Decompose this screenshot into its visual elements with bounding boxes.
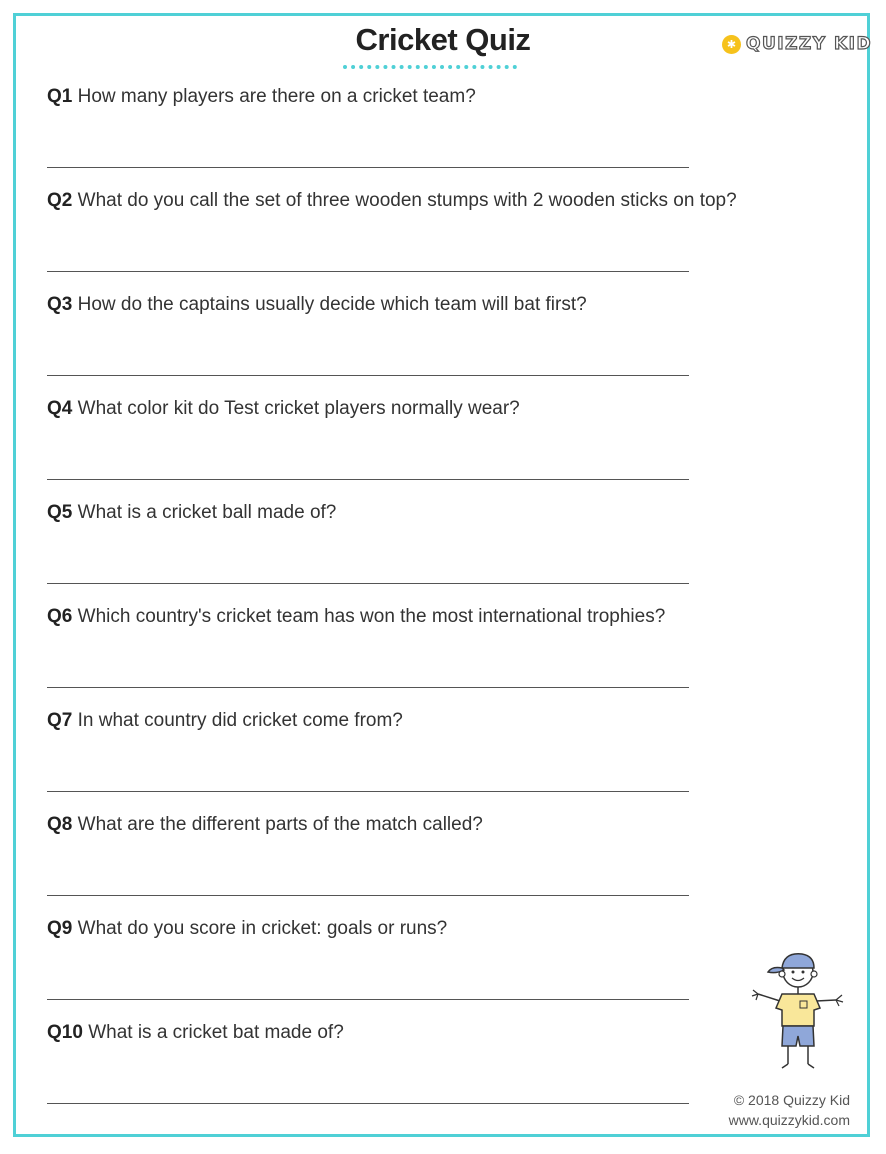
- question-10: [47, 1022, 344, 1044]
- question-1: [47, 86, 476, 108]
- answer-line-1[interactable]: [47, 167, 689, 168]
- question-text: In what country did cricket come from?: [77, 710, 403, 731]
- copyright-text: © 2018 Quizzy Kid: [733, 1092, 850, 1108]
- answer-line-3[interactable]: [47, 375, 689, 376]
- question-number: Q2: [47, 190, 73, 211]
- title-underline: [343, 65, 517, 69]
- answer-line-4[interactable]: [47, 479, 689, 480]
- answer-line-5[interactable]: [47, 583, 689, 584]
- question-number: Q3: [47, 294, 73, 315]
- page-border: [13, 13, 873, 1137]
- question-number: Q9: [47, 918, 73, 939]
- website-link[interactable]: www.quizzykid.com: [728, 1112, 850, 1128]
- question-6: [47, 606, 665, 628]
- answer-line-9[interactable]: [47, 999, 689, 1000]
- question-text: What do you score in cricket: goals or runs?: [77, 918, 448, 939]
- footer: [729, 1090, 850, 1130]
- brand-logo: [722, 33, 872, 55]
- answer-line-10[interactable]: [47, 1103, 689, 1104]
- question-2: [47, 190, 737, 212]
- question-text: What is a cricket ball made of?: [77, 502, 337, 523]
- kid-with-cap-drawing: [748, 946, 848, 1076]
- page-title: Cricket Quiz: [355, 22, 531, 57]
- question-number: Q4: [47, 398, 73, 419]
- question-number: Q10: [47, 1022, 83, 1043]
- question-number: Q8: [47, 814, 73, 835]
- question-7: [47, 710, 403, 732]
- question-number: Q5: [47, 502, 73, 523]
- question-text: What are the different parts of the match called?: [77, 814, 483, 835]
- brand-name: QUIZZY KID: [746, 34, 873, 54]
- question-3: [47, 294, 587, 316]
- question-4: [47, 398, 520, 420]
- question-text: Which country's cricket team has won the most international trophies?: [77, 606, 666, 627]
- answer-line-6[interactable]: [47, 687, 689, 688]
- question-text: What is a cricket bat made of?: [88, 1022, 344, 1043]
- answer-line-8[interactable]: [47, 895, 689, 896]
- question-number: Q6: [47, 606, 73, 627]
- star-badge-icon: ✱: [722, 35, 741, 54]
- question-number: Q1: [47, 86, 73, 107]
- answer-line-2[interactable]: [47, 271, 689, 272]
- question-number: Q7: [47, 710, 73, 731]
- question-text: What do you call the set of three wooden stumps with 2 wooden sticks on top?: [77, 190, 737, 211]
- question-text: What color kit do Test cricket players normally wear?: [77, 398, 520, 419]
- answer-line-7[interactable]: [47, 791, 689, 792]
- question-text: How do the captains usually decide which team will bat first?: [77, 294, 587, 315]
- question-text: How many players are there on a cricket team?: [77, 86, 476, 107]
- question-5: [47, 502, 336, 524]
- question-8: [47, 814, 483, 836]
- question-9: [47, 918, 447, 940]
